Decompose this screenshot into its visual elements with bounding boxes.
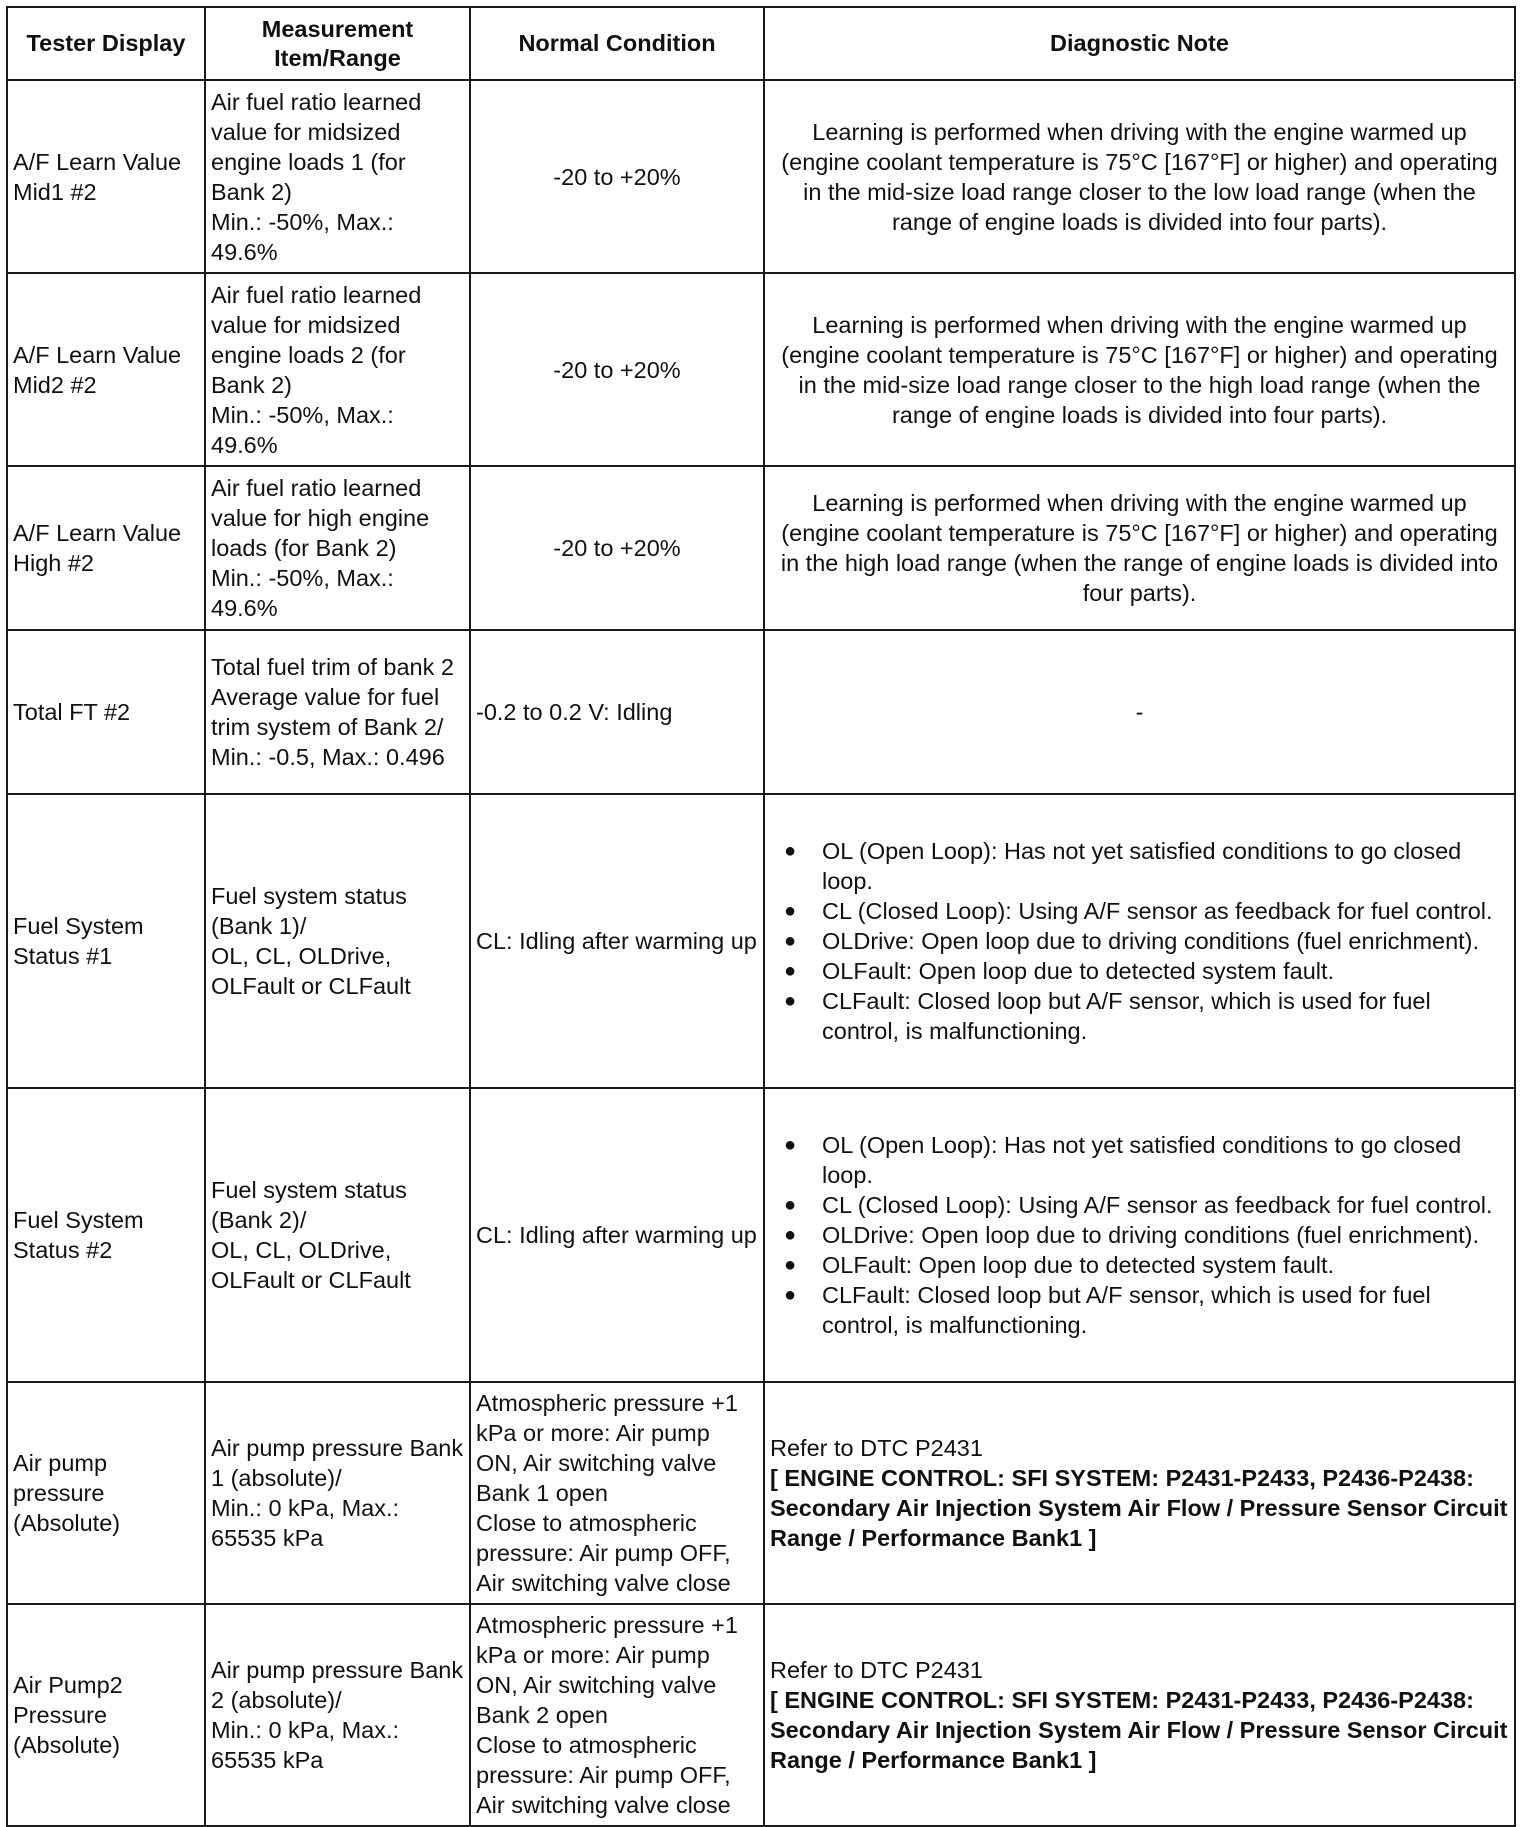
diagnostic-note-cell: [764, 1382, 1515, 1604]
measurement-cell: [205, 1382, 470, 1604]
normal-condition-cell: -20 to +20%: [470, 466, 764, 630]
measurement-item: Air fuel ratio learned value for midsized engine loads 1 (for Bank 2): [211, 88, 422, 205]
note-bullet-item: ● CL (Closed Loop): Using A/F sensor as feedback for fuel control.: [784, 1190, 1509, 1220]
measurement-range: Min.: -50%, Max.: 49.6%: [211, 565, 394, 621]
table-row: [7, 1382, 1515, 1604]
diagnostic-note-cell: [764, 1088, 1515, 1382]
diagnostic-note-cell: Learning is performed when driving with the engine warmed up (engine coolant temperature is 75°C [167°F] or higher) and operating in the mid-size load range closer to the high load range (when the range of engine loads is divided into four parts).: [764, 273, 1515, 466]
normal-condition-cell: [470, 1382, 764, 1604]
note-bullet-item: ● OL (Open Loop): Has not yet satisfied conditions to go closed loop.: [784, 1130, 1509, 1190]
tester-display-cell: Air Pump2 Pressure (Absolute): [7, 1604, 205, 1826]
status-notes-list: [770, 836, 1509, 1046]
note-bullet-item: ● OL (Open Loop): Has not yet satisfied conditions to go closed loop.: [784, 836, 1509, 896]
note-bullet-item: ● OLDrive: Open loop due to driving conditions (fuel enrichment).: [784, 926, 1509, 956]
normal-condition-cell: -20 to +20%: [470, 80, 764, 273]
normal-condition-cell: CL: Idling after warming up: [470, 794, 764, 1088]
measurement-range: Min.: -50%, Max.: 49.6%: [211, 208, 394, 265]
table-row: [7, 80, 1515, 273]
header-diagnostic-note: Diagnostic Note: [764, 7, 1515, 80]
status-notes-list: [770, 1130, 1509, 1340]
measurement-item: Total fuel trim of bank 2: [211, 654, 454, 680]
tester-display-cell: Fuel System Status #2: [7, 1088, 205, 1382]
header-normal-condition: Normal Condition: [470, 7, 764, 80]
measurement-item: Air fuel ratio learned value for high engine loads (for Bank 2): [211, 475, 430, 561]
header-tester-display: Tester Display: [7, 7, 205, 80]
tester-display-cell: A/F Learn Value High #2: [7, 466, 205, 630]
note-reference-link[interactable]: [ ENGINE CONTROL: SFI SYSTEM: P2431-P2433, P2436-P2438: Secondary Air Injection System Air Flow / Pressure Sensor Circuit Range / Performance Bank1 ]: [770, 1687, 1508, 1773]
tester-display-cell: Air pump pressure (Absolute): [7, 1382, 205, 1604]
table-header-row: [7, 7, 1515, 80]
measurement-cell: [205, 80, 470, 273]
note-bullet-item: ● CLFault: Closed loop but A/F sensor, which is used for fuel control, is malfunctioning.: [784, 986, 1509, 1046]
measurement-item: Air pump pressure Bank 2 (absolute)/: [211, 1657, 464, 1713]
normal-condition-on: Atmospheric pressure +1 kPa or more: Air pump ON, Air switching valve Bank 2 open: [476, 1612, 738, 1728]
measurement-range: Min.: 0 kPa, Max.: 65535 kPa: [211, 1495, 400, 1551]
measurement-range: Min.: -50%, Max.: 49.6%: [211, 401, 394, 458]
data-list-table: [6, 6, 1516, 1827]
tester-display-cell: Fuel System Status #1: [7, 794, 205, 1088]
normal-condition-cell: -20 to +20%: [470, 273, 764, 466]
tester-display-cell: A/F Learn Value Mid2 #2: [7, 273, 205, 466]
diagnostic-note-cell: [764, 794, 1515, 1088]
normal-condition-off: Close to atmospheric pressure: Air pump OFF, Air switching valve close: [476, 1510, 731, 1596]
measurement-cell: [205, 794, 470, 1088]
table-row: [7, 630, 1515, 794]
note-bullet-item: ● CLFault: Closed loop but A/F sensor, which is used for fuel control, is malfunctioning.: [784, 1280, 1509, 1340]
normal-condition-off: Close to atmospheric pressure: Air pump OFF, Air switching valve close: [476, 1732, 731, 1818]
table-row: [7, 794, 1515, 1088]
note-reference-link[interactable]: [ ENGINE CONTROL: SFI SYSTEM: P2431-P2433, P2436-P2438: Secondary Air Injection System Air Flow / Pressure Sensor Circuit Range / Performance Bank1 ]: [770, 1465, 1508, 1551]
note-refer-text: Refer to DTC P2431: [770, 1657, 983, 1683]
table-row: [7, 273, 1515, 466]
measurement-cell: [205, 1088, 470, 1382]
measurement-cell: [205, 1604, 470, 1826]
diagnostic-note-cell: [764, 1604, 1515, 1826]
note-bullet-item: ● OLFault: Open loop due to detected system fault.: [784, 956, 1509, 986]
diagnostic-note-cell: Learning is performed when driving with the engine warmed up (engine coolant temperature is 75°C [167°F] or higher) and operating in the high load range (when the range of engine loads is divided into four parts).: [764, 466, 1515, 630]
header-measurement-item-range: Measurement Item/Range: [205, 7, 470, 80]
measurement-range: Average value for fuel trim system of Bank 2/ Min.: -0.5, Max.: 0.496: [211, 684, 445, 770]
note-refer-text: Refer to DTC P2431: [770, 1435, 983, 1461]
note-bullet-item: ● CL (Closed Loop): Using A/F sensor as feedback for fuel control.: [784, 896, 1509, 926]
measurement-item: Air pump pressure Bank 1 (absolute)/: [211, 1435, 464, 1491]
diagnostic-note-cell: Learning is performed when driving with the engine warmed up (engine coolant temperature is 75°C [167°F] or higher) and operating in the mid-size load range closer to the low load range (when the range of engine loads is divided into four parts).: [764, 80, 1515, 273]
note-bullet-item: ● OLDrive: Open loop due to driving conditions (fuel enrichment).: [784, 1220, 1509, 1250]
table-row: [7, 1088, 1515, 1382]
measurement-range: Min.: 0 kPa, Max.: 65535 kPa: [211, 1717, 400, 1773]
tester-display-cell: Total FT #2: [7, 630, 205, 794]
measurement-item: Fuel system status (Bank 2)/: [211, 1177, 407, 1233]
measurement-cell: [205, 273, 470, 466]
diagnostic-note-cell: -: [764, 630, 1515, 794]
measurement-range: OL, CL, OLDrive, OLFault or CLFault: [211, 1237, 411, 1293]
measurement-cell: [205, 466, 470, 630]
normal-condition-cell: [470, 1604, 764, 1826]
normal-condition-on: Atmospheric pressure +1 kPa or more: Air pump ON, Air switching valve Bank 1 open: [476, 1390, 738, 1506]
table-row: [7, 1604, 1515, 1826]
measurement-cell: [205, 630, 470, 794]
note-bullet-item: ● OLFault: Open loop due to detected system fault.: [784, 1250, 1509, 1280]
measurement-item: Air fuel ratio learned value for midsized engine loads 2 (for Bank 2): [211, 281, 422, 398]
tester-display-cell: A/F Learn Value Mid1 #2: [7, 80, 205, 273]
normal-condition-cell: CL: Idling after warming up: [470, 1088, 764, 1382]
measurement-item: Fuel system status (Bank 1)/: [211, 883, 407, 939]
table-row: [7, 466, 1515, 630]
normal-condition-cell: -0.2 to 0.2 V: Idling: [470, 630, 764, 794]
measurement-range: OL, CL, OLDrive, OLFault or CLFault: [211, 943, 411, 999]
